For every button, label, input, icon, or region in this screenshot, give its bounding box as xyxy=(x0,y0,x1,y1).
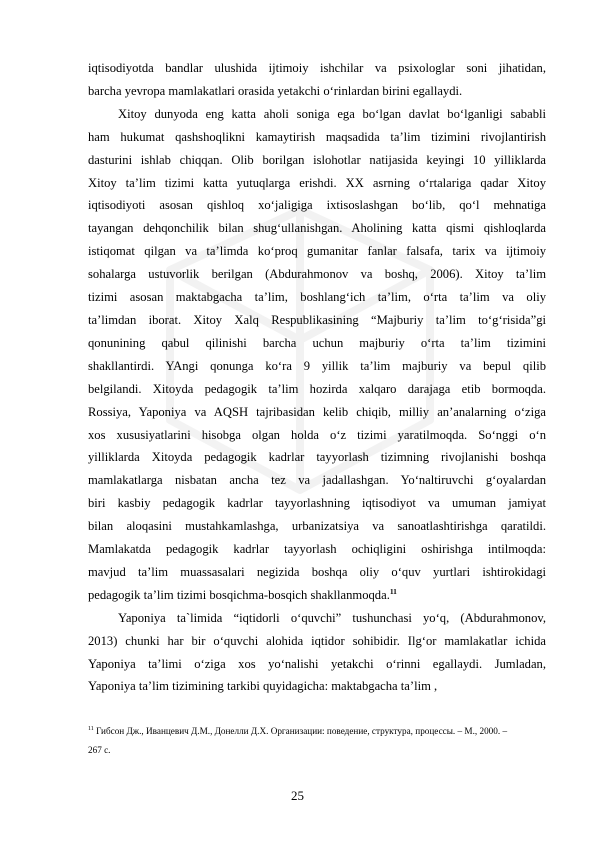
text-line xyxy=(88,561,546,584)
text-line-content: yilliklarda Xitoyda pedagogik kadrlar tayyorlash tizimning rivojlanishi boshqa xyxy=(88,450,546,465)
text-line-content: tayangan dehqonchilik bilan shug‘ullanishgan. Aholining katta qismi qishloqlarda xyxy=(88,221,546,236)
text-line xyxy=(88,57,546,80)
text-line-content: iqtisodiyotda bandlar ulushida ijtimoiy ishchilar va psixologlar soni jihatidan, xyxy=(88,61,546,75)
text-line-content: xos xususiyatlarini hisobga olgan holda o‘z tizimi yaratilmoqda. So‘nggi o‘n xyxy=(88,427,546,442)
text-line xyxy=(88,80,546,103)
page-number: 25 xyxy=(291,788,304,803)
text-line-content: 2013) chunki har bir o‘quvchi alohida iqtidor sohibidir. Ilg‘or mamlakatlar ichida xyxy=(88,633,546,648)
footnote-text: Гибсон Дж., Иванцевич Д.М., Донелли Д.Х. Организации: поведение, структура, процессы. – М., 2000. – xyxy=(93,726,508,736)
text-line-content: biri kasbiy pedagogik kadrlar tayyorlashning iqtisodiyot va umuman jamiyat xyxy=(88,496,546,511)
text-line xyxy=(88,309,546,332)
text-line-content: iqtisodiyoti asosan qishloq xo‘jaligiga ixtisoslashgan bo‘lib, qo‘l mehnatiga xyxy=(88,198,546,213)
text-line xyxy=(88,149,546,172)
footnote xyxy=(88,722,548,760)
text-line-content: belgilandi. Xitoyda pedagogik ta’lim hozirda xalqaro darajaga etib bormoqda. xyxy=(88,381,546,396)
text-line xyxy=(88,492,546,515)
text-line-content: tizimi asosan maktabgacha ta’lim, boshlang‘ich ta’lim, o‘rta ta’lim va oliy xyxy=(88,290,546,305)
text-line-content: mavjud ta’lim muassasalari negizida boshqa oliy o‘quv yurtlari ishtirokidagi xyxy=(88,564,546,579)
text-line-content: qonunining qabul qilinishi barcha uchun majburiy o‘rta ta’lim tizimini xyxy=(88,335,546,350)
text-line-content: pedagogik ta’lim tizimi bosqichma-bosqich shakllanmoqda. xyxy=(88,587,390,602)
text-line-content: mamlakatlarga nisbatan ancha tez va jadallashgan. Yo‘naltiruvchi g‘oyalardan xyxy=(88,473,546,488)
paragraph-container xyxy=(88,57,546,698)
text-line-content: Yaponiya ta`limida “iqtidorli o‘quvchi” tushunchasi yo‘q, (Abdurahmonov, xyxy=(118,610,546,625)
text-line xyxy=(88,515,546,538)
text-line-content: istiqomat qilgan va ta’limda ko‘proq gumanitar fanlar falsafa, tarix va ijtimoiy xyxy=(88,244,546,259)
text-line-content: Xitoy ta’lim tizimi katta yutuqlarga erishdi. XX asrning o‘rtalariga qadar Xitoy xyxy=(88,175,546,190)
text-line-content: sohalarga ustuvorlik berilgan (Abdurahmonov va boshq, 2006). Xitoy ta’lim xyxy=(88,267,546,282)
text-line xyxy=(88,401,546,424)
text-line xyxy=(88,103,546,126)
body-text xyxy=(88,57,546,698)
text-line xyxy=(88,675,546,698)
text-line xyxy=(88,172,546,195)
text-line-content: ta’limdan iborat. Xitoy Xalq Respublikasining “Majburiy ta’lim to‘g‘risida”gi xyxy=(88,312,546,327)
text-line xyxy=(88,240,546,263)
text-line-content: ham hukumat qashshoqlikni kamaytirish maqsadida ta’lim tizimini rivojlantirish xyxy=(88,129,546,144)
text-line xyxy=(88,263,546,286)
text-line-content: bilan aloqasini mustahkamlashga, urbanizatsiya va sanoatlashtirishga qaratildi. xyxy=(88,519,546,534)
text-line xyxy=(88,607,546,630)
text-line xyxy=(88,378,546,401)
text-line xyxy=(88,217,546,240)
footnote-text-continued: 267 с. xyxy=(88,745,111,755)
text-line xyxy=(88,469,546,492)
text-line xyxy=(88,194,546,217)
text-line xyxy=(88,538,546,561)
text-line-content: Yaponiya ta’limi o‘ziga xos yo‘nalishi yetakchi o‘rinni egallaydi. Jumladan, xyxy=(88,656,546,671)
text-line xyxy=(88,332,546,355)
text-line xyxy=(88,653,546,676)
text-line-content: dasturini ishlab chiqqan. Olib borilgan islohotlar natijasida keyingi 10 yilliklarda xyxy=(88,152,546,167)
text-line xyxy=(88,424,546,447)
text-line xyxy=(88,630,546,653)
text-line xyxy=(88,446,546,469)
footnote-reference[interactable]: 11 xyxy=(389,586,397,596)
text-line-content: shakllantirdi. YAngi qonunga ko‘ra 9 yillik ta’lim majburiy va bepul qilib xyxy=(88,358,546,373)
text-line-content: Xitoy dunyoda eng katta aholi soniga ega bo‘lgan davlat bo‘lganligi sababli xyxy=(118,106,546,121)
text-line xyxy=(88,355,546,378)
text-line xyxy=(88,126,546,149)
text-line-content: Yaponiya ta’lim tizimining tarkibi quyidagicha: maktabgacha ta’lim , xyxy=(88,679,438,694)
text-line xyxy=(88,286,546,309)
text-line-content: Mamlakatda pedagogik kadrlar tayyorlash ochiqligini oshirishga intilmoqda: xyxy=(88,542,546,557)
footnote-number: 11 xyxy=(88,726,94,732)
text-line xyxy=(88,584,546,607)
text-line-content: barcha yevropa mamlakatlari orasida yetakchi o‘rinlardan birini egallaydi. xyxy=(88,83,463,98)
text-line-content: Rossiya, Yaponiya va AQSH tajribasidan kelib chiqib, milliy an’analarning o‘ziga xyxy=(88,404,546,419)
